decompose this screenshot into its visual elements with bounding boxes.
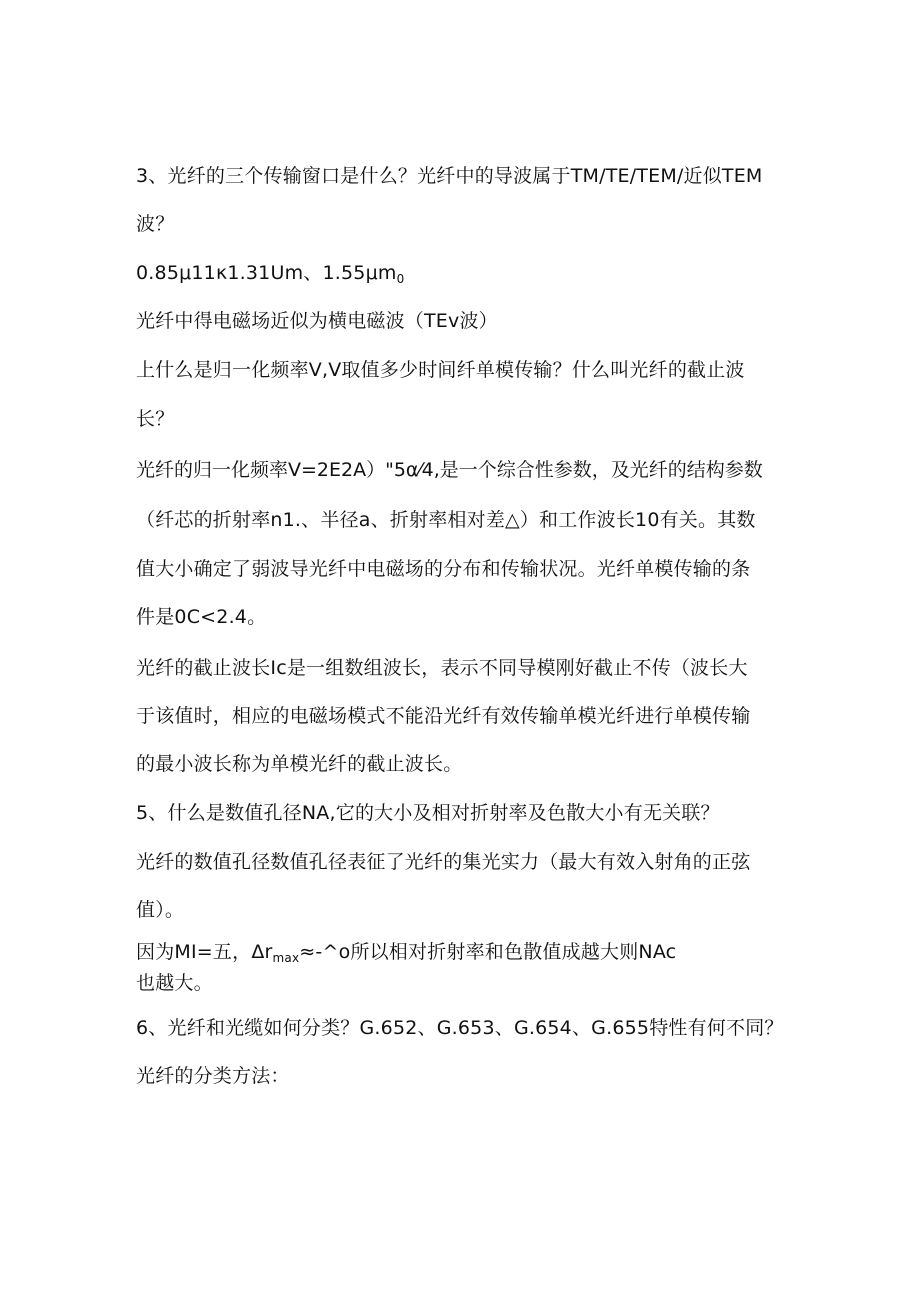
question-4-text: 上什么是归一化频率V,V取值多少时间纤单模传输？什么叫光纤的截止波: [136, 359, 745, 381]
cutoff-wavelength-text-1: 光纤的截止波长Ic是一组数组波长，表示不同导模刚好截止不传（波长大: [136, 657, 748, 679]
answer-3-wave-type: [136, 309, 796, 333]
answer-3-wave-type-text: 光纤中得电磁场近似为横电磁波（TEv波）: [136, 310, 498, 332]
answer-5-text-2: 值）。: [136, 899, 185, 921]
question-3-text: 3、光纤的三个传输窗口是什么？光纤中的导波属于TM/TE/TEM/近似TEM: [136, 165, 763, 187]
answer-5-formula-text: 因为MI=五，Δr: [136, 941, 273, 963]
question-5-text: 5、什么是数值孔径NA,它的大小及相对折射率及色散大小有无关联？: [136, 802, 720, 824]
question-3-continuation: [136, 212, 796, 236]
question-4: [136, 358, 796, 382]
answer-4-line-4: [136, 605, 796, 629]
cutoff-wavelength-line-2: [136, 704, 796, 728]
answer-4-text-1: 光纤的归一化频率V=2E2A）"5α⁄4,是一个综合性参数，及光纤的结构参数: [136, 459, 763, 481]
answer-4-text-2: （纤芯的折射率n1.、半径a、折射率相对差△）和工作波长10有关。其数: [136, 509, 756, 531]
question-3-text-end: 波？: [136, 213, 175, 235]
answer-5-formula-subscript: max: [272, 951, 300, 965]
answer-5-text-1: 光纤的数值孔径数值孔径表征了光纤的集光实力（最大有效入射角的正弦: [136, 851, 751, 873]
cutoff-wavelength-line-1: [136, 656, 796, 680]
answer-5-conclusion-text: 也越大。: [136, 972, 213, 994]
answer-6-intro-text: 光纤的分类方法：: [136, 1065, 290, 1087]
answer-3-windows: [136, 261, 796, 285]
answer-5-formula-text-end: ≈-^o所以相对折射率和色散值成越大则NAc: [299, 941, 677, 963]
cutoff-wavelength-line-3: [136, 752, 796, 776]
answer-3-subscript: 0: [396, 272, 405, 286]
answer-5-line-2: [136, 898, 796, 922]
cutoff-wavelength-text-2: 于该值时，相应的电磁场模式不能沿光纤有效传输单模光纤进行单模传输: [136, 705, 751, 727]
question-3: [136, 164, 796, 188]
answer-5-line-1: [136, 850, 796, 874]
answer-5-conclusion: [136, 971, 796, 995]
answer-6-intro: [136, 1064, 796, 1088]
answer-4-line-3: [136, 557, 796, 581]
answer-5-formula: [136, 940, 796, 964]
question-4-continuation: [136, 407, 796, 431]
question-6-text: 6、光纤和光缆如何分类？G.652、G.653、G.654、G.655特性有何不同？: [136, 1017, 784, 1039]
question-4-text-end: 长？: [136, 408, 175, 430]
answer-3-windows-text: 0.85μ11κ1.31Um、1.55μm: [136, 262, 397, 284]
cutoff-wavelength-text-3: 的最小波长称为单模光纤的截止波长。: [136, 753, 463, 775]
answer-4-text-3: 值大小确定了弱波导光纤中电磁场的分布和传输状况。光纤单模传输的条: [136, 558, 751, 580]
answer-4-line-2: [136, 508, 796, 532]
answer-4-line-1: [136, 458, 796, 482]
question-6: [136, 1016, 796, 1040]
question-5: [136, 801, 796, 825]
answer-4-text-4: 件是0C<2.4。: [136, 606, 267, 628]
